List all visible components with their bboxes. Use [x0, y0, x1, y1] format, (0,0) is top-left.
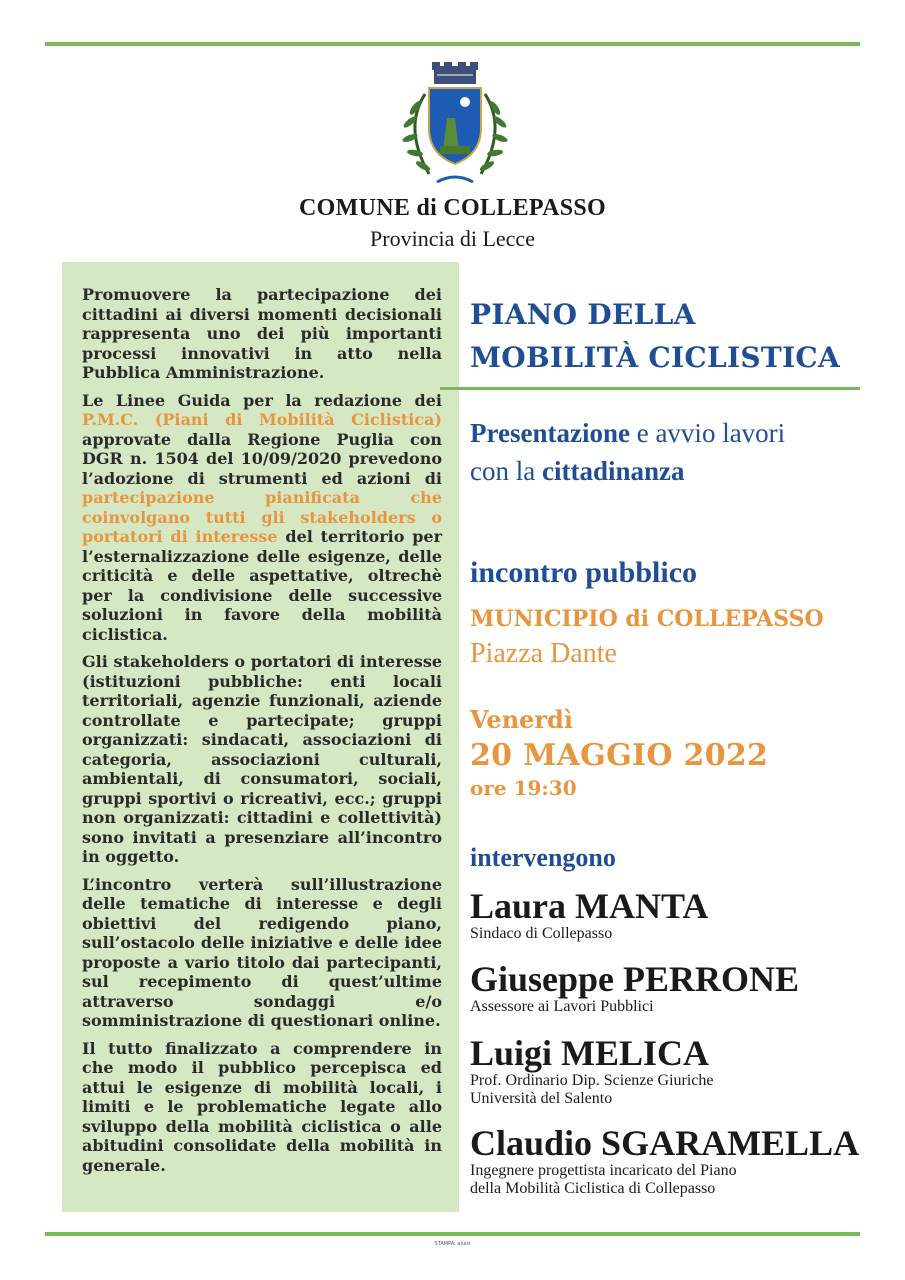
speaker-name: Luigi MELICA — [470, 1033, 710, 1073]
coat-of-arms-icon — [385, 58, 525, 196]
subtitle-bold: cittadinanza — [541, 456, 685, 486]
event-venue: MUNICIPIO di COLLEPASSO — [470, 606, 824, 632]
speaker-role: Assessore ai Lavori Pubblici — [470, 998, 654, 1015]
municipality-name: COMUNE di COLLEPASSO — [299, 195, 606, 221]
province-name: Provincia di Lecce — [370, 226, 535, 251]
event-title — [470, 293, 870, 379]
subtitle-text: con la — [470, 456, 542, 486]
event-time: ore 19:30 — [470, 776, 577, 800]
text-segment: del territorio per l’esternalizzazione delle esigenze, delle criticità e delle aspettative, oltrechè per la condivisione delle successive soluzioni in favore della mobilità ciclistica. — [82, 527, 443, 644]
event-weekday: Venerdì — [470, 705, 573, 734]
text-segment: approvate dalla Regione Puglia con DGR n. 1504 del 10/09/2020 prevedono l’adozione di strumenti ed azioni di — [82, 429, 442, 488]
speaker-role: Università del Salento — [470, 1090, 613, 1107]
speakers-heading: intervengono — [470, 843, 616, 872]
speaker-role: Ingegnere progettista incaricato del Piano — [470, 1162, 737, 1179]
speaker-role: della Mobilità Ciclistica di Collepasso — [470, 1180, 716, 1197]
subtitle-text: e avvio lavori — [629, 418, 786, 448]
speaker-role: Prof. Ordinario Dip. Scienze Giuriche — [470, 1072, 714, 1089]
speaker-name: Laura MANTA — [470, 886, 709, 926]
participation-highlight: partecipazione pianificata che coinvolgano tutti gli stakeholders o portatori di interesse — [82, 488, 442, 546]
bottom-divider — [45, 1232, 860, 1236]
speaker-entry — [470, 887, 870, 943]
paragraph-stakeholders: Gli stakeholders o portatori di interesse (istituzioni pubbliche: enti locali territoriali, agenzie funzionali, aziende controllate e partecipate; gruppi organizzati: sindacati, associazioni di categoria, associazioni culturali, ambientali, di consumatori, sociali, gruppi sportivi o ricreativi, ecc.; gruppi non organizzati: cittadini e collettività) sono invitati a presenziare all’incontro in oggetto. — [82, 652, 442, 866]
text-segment: Le Linee Guida per la redazione dei — [82, 390, 442, 410]
event-address: Piazza Dante — [470, 638, 617, 669]
title-line: PIANO DELLA — [470, 298, 696, 331]
event-date: 20 MAGGIO 2022 — [470, 738, 769, 773]
pmc-highlight: P.M.C. (Piani di Mobilità Ciclistica) — [82, 410, 442, 429]
speaker-entry — [470, 1124, 870, 1198]
paragraph-purpose: Il tutto finalizzato a comprendere in che modo il pubblico percepisca ed attui le esigenze di mobilità locali, i limiti e le problematiche legate allo sviluppo della mobilità ciclistica o alle abitudini consolidate della mobilità in generale. — [82, 1038, 442, 1175]
paragraph-intro: Promuovere la partecipazione dei cittadini ai diversi momenti decisionali rappresenta uno dei più importanti processi innovativi in atto nella Pubblica Amministrazione. — [82, 285, 442, 382]
event-subtitle — [470, 414, 870, 490]
printer-credit: STAMPA: aluisi — [434, 1241, 471, 1247]
speaker-entry — [470, 1034, 870, 1108]
paragraph-guidelines — [82, 391, 442, 645]
speaker-name: Claudio SGARAMELLA — [470, 1123, 860, 1163]
event-type: incontro pubblico — [470, 556, 698, 589]
top-divider — [45, 42, 860, 46]
title-divider — [440, 387, 860, 390]
title-line: MOBILITÀ CICLISTICA — [470, 341, 841, 374]
speaker-name: Giuseppe PERRONE — [470, 959, 800, 999]
description-text — [82, 285, 442, 1183]
speaker-entry — [470, 960, 870, 1016]
subtitle-bold: Presentazione — [470, 418, 630, 448]
speaker-role: Sindaco di Collepasso — [470, 925, 613, 942]
paragraph-meeting-topics: L’incontro verterà sull’illustrazione delle tematiche di interesse e degli obiettivi del redigendo piano, sull’ostacolo delle iniziative e delle idee proposte a vario titolo dai partecipanti, sul recepimento di quest’ultime attraverso sondaggi e/o somministrazione di questionari online. — [82, 874, 442, 1030]
